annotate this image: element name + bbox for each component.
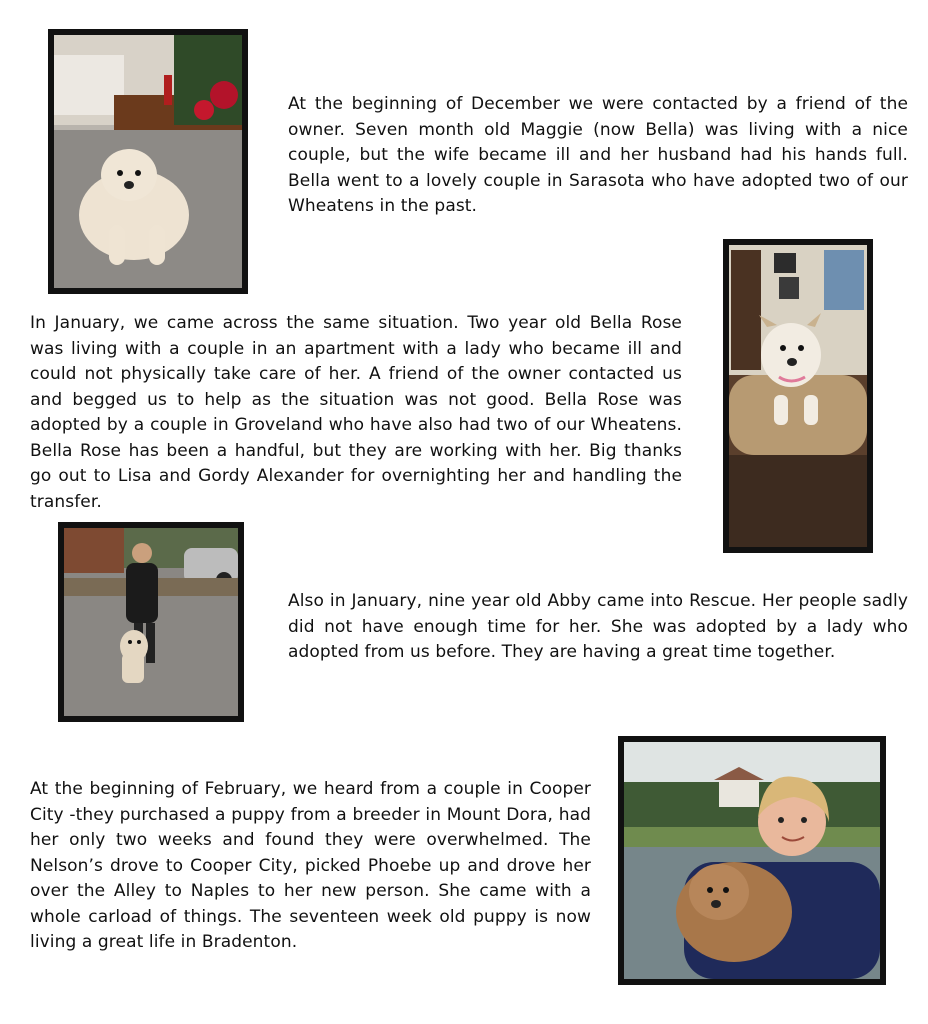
bella-rose-photo — [723, 239, 873, 553]
bella-photo — [48, 29, 248, 294]
phoebe-photo — [618, 736, 886, 985]
section-1-text: At the beginning of December we were contacted by a friend of the owner. Seven month old Maggie (now Bella) was living with a nice couple, but the wife became ill and her husband had his hands full. Bella went to a lovely couple in Sarasota who have adopted two of our Wheatens in the past. — [288, 94, 908, 216]
section-4-text: At the beginning of February, we heard from a couple in Cooper City -they purchased a puppy from a breeder in Mount Dora, had her only two weeks and found they were overwhelmed. The Nelson’s drove to Cooper City, picked Phoebe up and drove her over the Alley to Naples to her new person. She came with a whole carload of things. The seventeen week old puppy is now living a great life in Bradenton. — [30, 779, 591, 952]
section-3-text: Also in January, nine year old Abby came into Rescue. Her people sadly did not have enough time for her. She was adopted by a lady who adopted from us before. They are having a great time together. — [288, 591, 908, 662]
abby-photo — [58, 522, 244, 722]
section-2-text: In January, we came across the same situation. Two year old Bella Rose was living with a couple in an apartment with a lady who became ill and could not physically take care of her. A friend of the owner contacted us and begged us to help as the situation was not good. Bella Rose was adopted by a couple in Groveland who have also had two of our Wheatens. Bella Rose has been a handful, but they are working with her. Big thanks go out to Lisa and Gordy Alexander for overnighting her and handling the transfer. — [30, 313, 682, 512]
